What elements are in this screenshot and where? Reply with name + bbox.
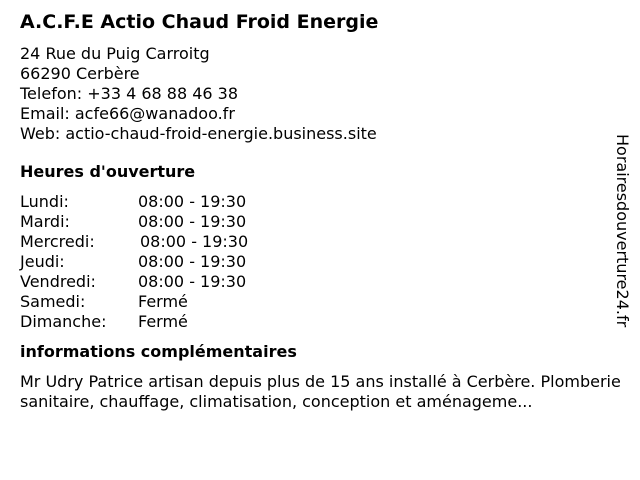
address-street: 24 Rue du Puig Carroitg bbox=[20, 44, 210, 63]
additional-info-text: Mr Udry Patrice artisan depuis plus de 15 ans installé à Cerbère. Plomberie sanitaire, chauffage, climatisation, conception et aménageme... bbox=[20, 372, 621, 411]
hours-row bbox=[20, 252, 610, 272]
email-line: Email: acfe66@wanadoo.fr bbox=[20, 104, 235, 123]
hours-time-value: Fermé bbox=[138, 312, 188, 331]
hours-time-value: 08:00 - 19:30 bbox=[138, 192, 247, 211]
hours-time-value: 08:00 - 19:30 bbox=[138, 212, 247, 231]
hours-row bbox=[20, 212, 610, 232]
opening-hours-heading: Heures d'ouverture bbox=[20, 162, 196, 181]
hours-day-label: Samedi: bbox=[20, 292, 86, 311]
hours-day-label: Mercredi: bbox=[20, 232, 95, 251]
hours-day-label: Jeudi: bbox=[20, 252, 65, 271]
hours-day-label: Lundi: bbox=[20, 192, 69, 211]
phone-line: Telefon: +33 4 68 88 46 38 bbox=[20, 84, 239, 103]
web-line: Web: actio-chaud-froid-energie.business.site bbox=[20, 124, 377, 143]
hours-day-label: Mardi: bbox=[20, 212, 70, 231]
hours-row bbox=[20, 272, 610, 292]
additional-info-heading: informations complémentaires bbox=[20, 342, 297, 361]
hours-time-value: 08:00 - 19:30 bbox=[140, 232, 249, 251]
hours-day-label: Dimanche: bbox=[20, 312, 107, 331]
business-name: A.C.F.E Actio Chaud Froid Energie bbox=[20, 11, 379, 33]
hours-time-value: 08:00 - 19:30 bbox=[138, 272, 247, 291]
business-card bbox=[20, 8, 621, 412]
hours-row bbox=[20, 312, 610, 332]
opening-hours-table bbox=[20, 192, 610, 332]
hours-time-value: 08:00 - 19:30 bbox=[138, 252, 247, 271]
hours-day-label: Vendredi: bbox=[20, 272, 96, 291]
site-brand-vertical-label: Horairesdouverture24.fr bbox=[613, 134, 632, 328]
hours-time-value: Fermé bbox=[138, 292, 188, 311]
hours-row bbox=[20, 292, 610, 312]
address-city: 66290 Cerbère bbox=[20, 64, 140, 83]
hours-row bbox=[20, 232, 610, 252]
hours-row bbox=[20, 192, 610, 212]
